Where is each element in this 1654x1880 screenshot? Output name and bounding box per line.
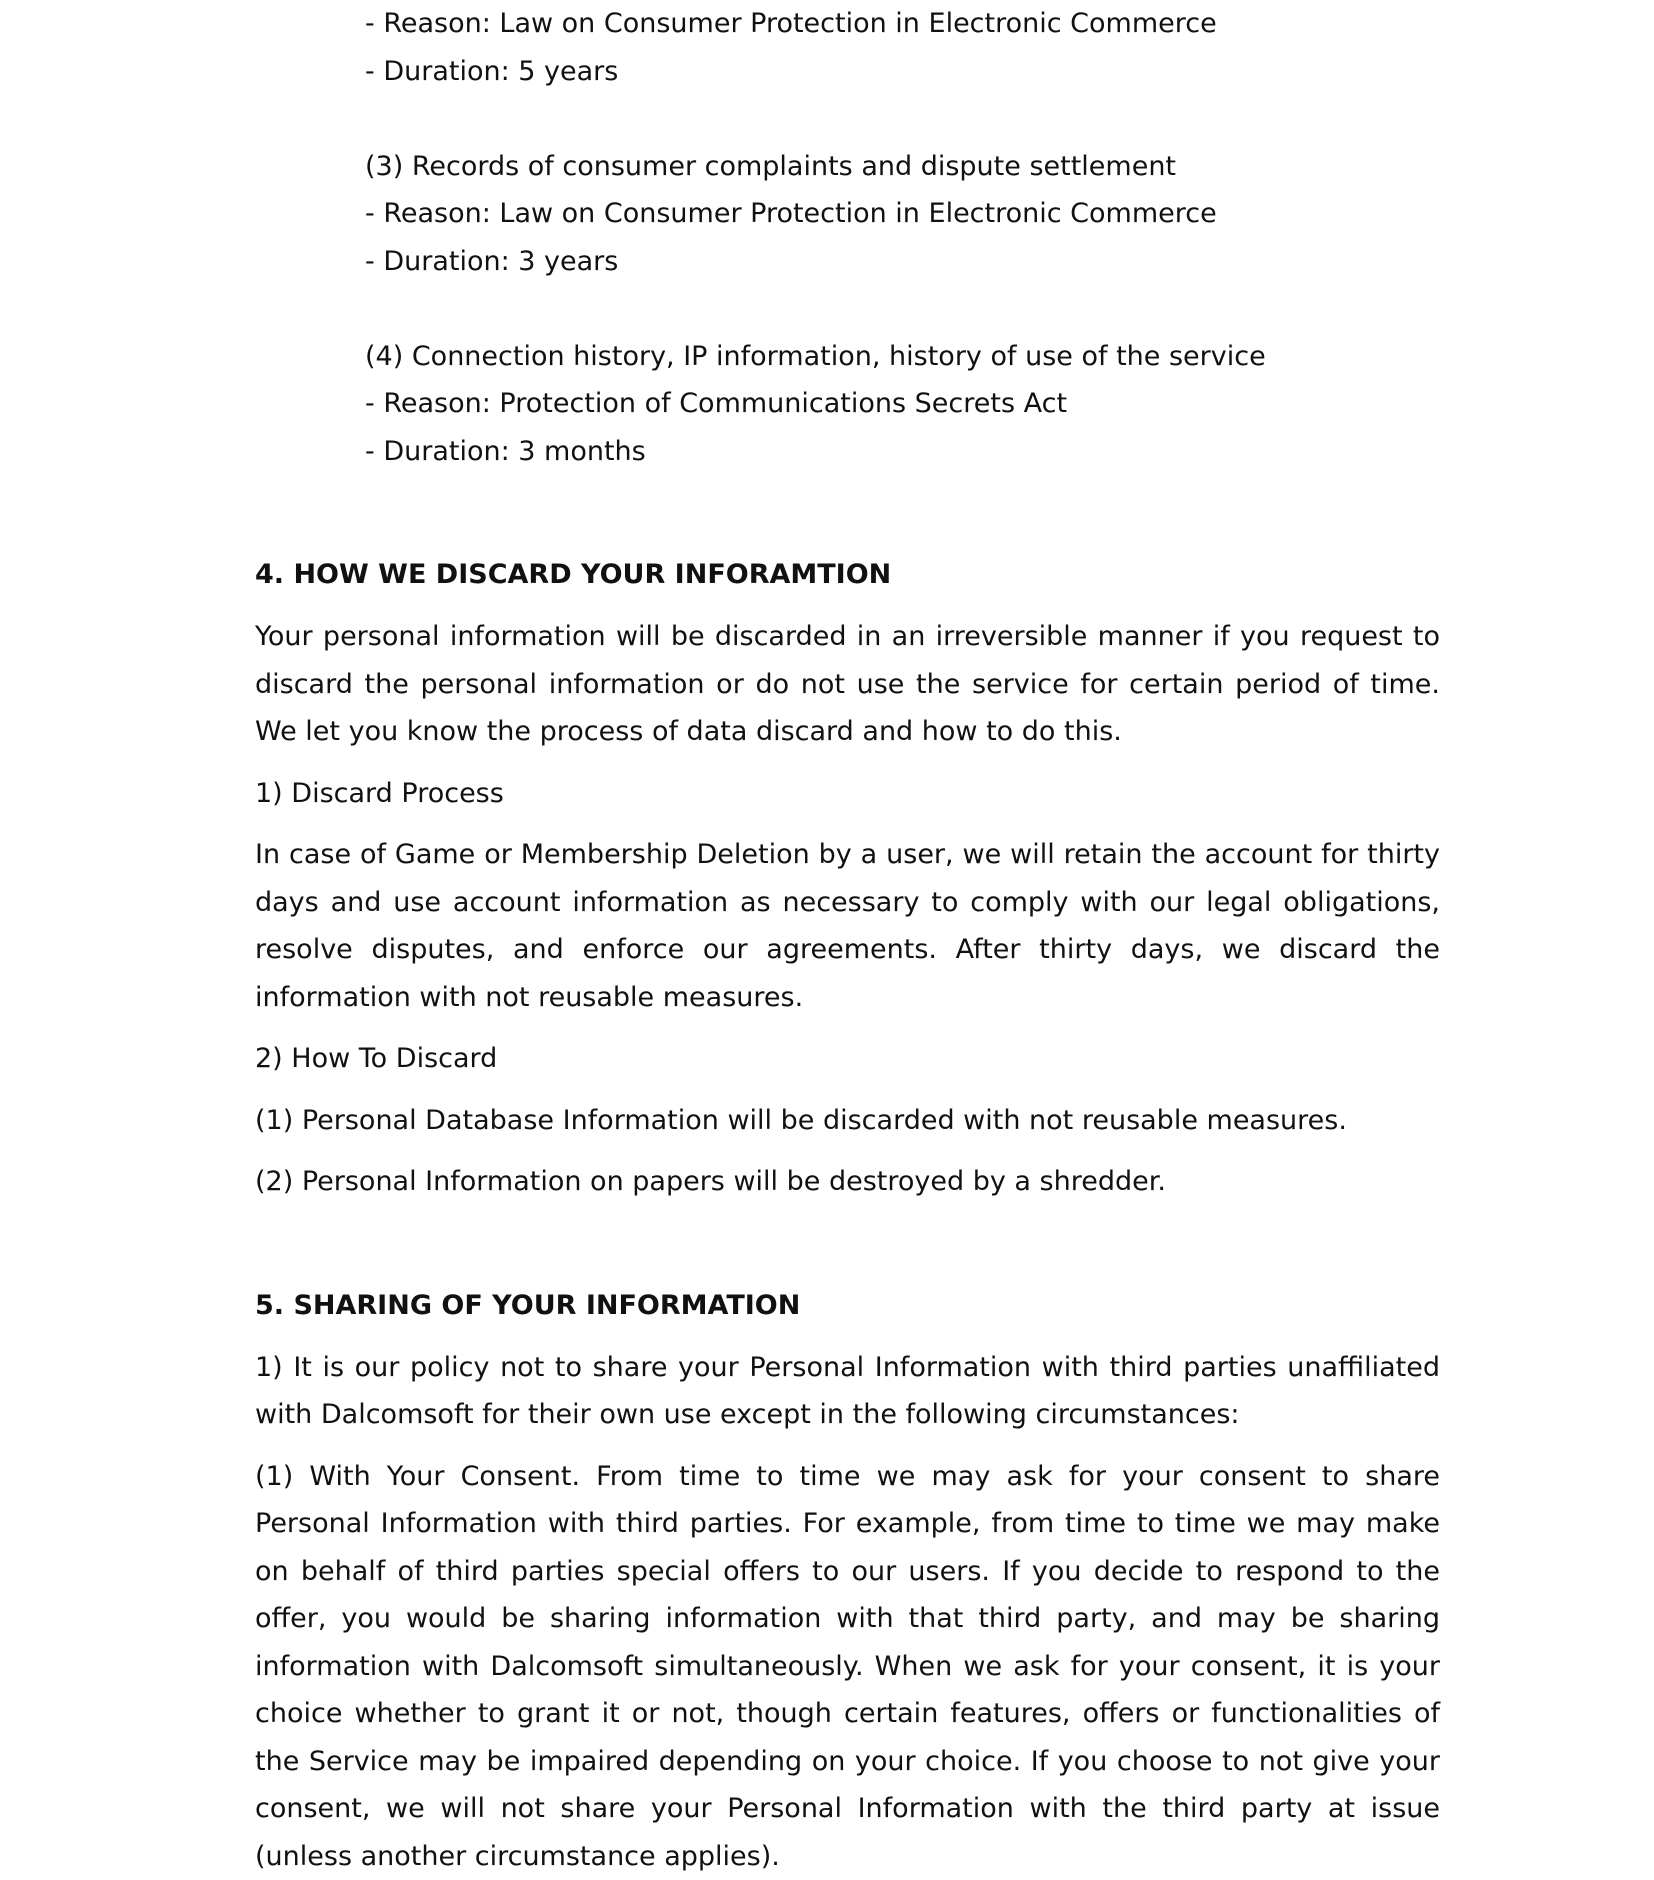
spacer: [365, 95, 1440, 143]
section-4-intro: Your personal information will be discarded in an irreversible manner if you request to discard the personal information or do not use the service for certain period of time. We let you know the process of data discard and how to do this.: [255, 613, 1440, 756]
retention-line: - Reason: Protection of Communications Secrets Act: [365, 380, 1440, 428]
discard-process-title: 1) Discard Process: [255, 770, 1440, 818]
spacer: [255, 1206, 1440, 1286]
retention-line: - Duration: 3 months: [365, 428, 1440, 476]
retention-line: (3) Records of consumer complaints and dispute settlement: [365, 143, 1440, 191]
spacer: [255, 756, 1440, 770]
spacer: [255, 595, 1440, 613]
how-to-discard-item: (1) Personal Database Information will be discarded with not reusable measures.: [255, 1097, 1440, 1145]
spacer: [255, 475, 1440, 555]
retention-line: - Reason: Law on Consumer Protection in Electronic Commerce: [365, 0, 1440, 48]
retention-line: - Duration: 3 years: [365, 238, 1440, 286]
retention-list: [365, 0, 1440, 475]
retention-line: - Duration: 5 years: [365, 48, 1440, 96]
retention-line: - Reason: Law on Consumer Protection in Electronic Commerce: [365, 190, 1440, 238]
section-5-heading: 5. SHARING OF YOUR INFORMATION: [255, 1286, 1440, 1326]
document-content: [255, 0, 1440, 1880]
spacer: [255, 1439, 1440, 1453]
how-to-discard-title: 2) How To Discard: [255, 1035, 1440, 1083]
retention-line: (4) Connection history, IP information, history of use of the service: [365, 333, 1440, 381]
spacer: [255, 1326, 1440, 1344]
consent-text: (1) With Your Consent. From time to time we may ask for your consent to share Personal Information with third parties. For example, from time to time we may make on behalf of third parties special offers to our users. If you decide to respond to the offer, you would be sharing information with that third party, and may be sharing information with Dalcomsoft simultaneously. When we ask for your consent, it is your choice whether to grant it or not, though certain features, offers or functionalities of the Service may be impaired depending on your choice. If you choose to not give your consent, we will not share your Personal Information with the third party at issue (unless another circumstance applies).: [255, 1453, 1440, 1880]
discard-process-text: In case of Game or Membership Deletion by a user, we will retain the account for thirty days and use account information as necessary to comply with our legal obligations, resolve disputes, and enforce our agreements. After thirty days, we discard the information with not reusable measures.: [255, 831, 1440, 1021]
spacer: [255, 1144, 1440, 1158]
spacer: [365, 285, 1440, 333]
spacer: [255, 817, 1440, 831]
section-4-heading: 4. HOW WE DISCARD YOUR INFORAMTION: [255, 555, 1440, 595]
spacer: [255, 1021, 1440, 1035]
sharing-policy-text: 1) It is our policy not to share your Personal Information with third parties unaffiliated with Dalcomsoft for their own use except in the following circumstances:: [255, 1344, 1440, 1439]
spacer: [255, 1083, 1440, 1097]
how-to-discard-item: (2) Personal Information on papers will be destroyed by a shredder.: [255, 1158, 1440, 1206]
